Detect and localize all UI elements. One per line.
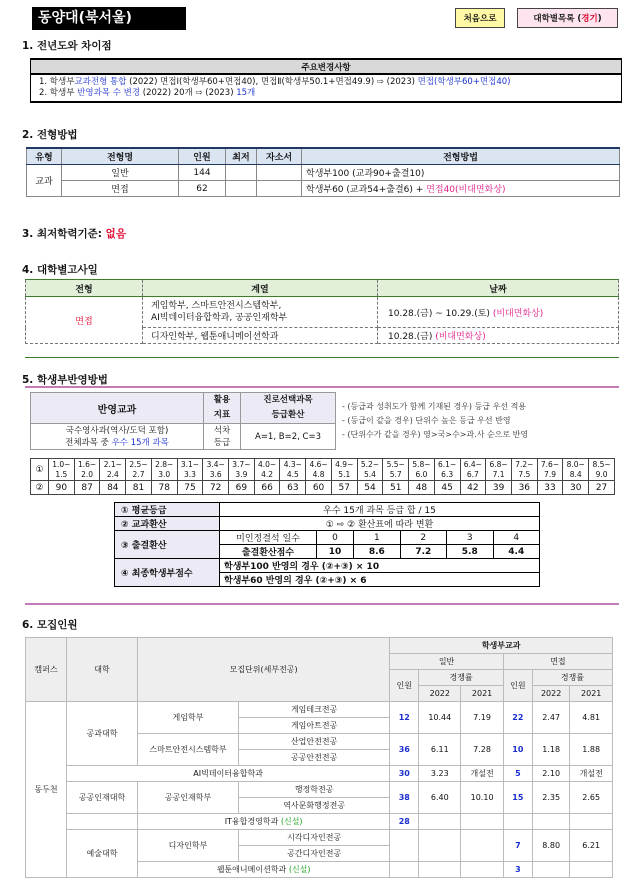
grade-score-cell: 87 — [74, 481, 100, 495]
interview-2022: 1.18 — [532, 734, 570, 766]
conv-val: 8.6 — [354, 545, 400, 559]
row-method: 학생부100 (교과90+출결10) — [302, 165, 620, 181]
col-track: 학생부교과 — [390, 638, 613, 654]
grade-conversion-table — [30, 458, 615, 495]
grade-range-cell: 2.1~ 2.4 — [100, 459, 126, 481]
major-cell: 게임테크전공 — [239, 702, 390, 718]
col-general: 일반 — [390, 654, 504, 670]
grade-range-cell: 8.5~ 9.0 — [589, 459, 615, 481]
col-rate: 경쟁률 — [532, 670, 612, 686]
minimum-value: 없음 — [105, 228, 126, 240]
major-cell: 역사문화행정전공 — [239, 798, 390, 814]
interview-count: 5 — [503, 766, 532, 782]
unit-cell: AI빅데이터융합학과 — [67, 766, 390, 782]
general-2022 — [419, 830, 461, 862]
record-notes: - (등급과 성취도가 함께 기재된 경우) 등급 우선 적용 - (등급이 같을 경우) 단위수 높은 등급 우선 반영 - (단위수가 같을 경우) 영>국>수>과.사 순으로 반영 — [342, 402, 529, 439]
major-cell: 산업안전전공 — [239, 734, 390, 750]
grade-score-cell: 66 — [254, 481, 280, 495]
general-count: 12 — [390, 702, 419, 734]
general-2021 — [461, 814, 504, 830]
college-cell — [67, 814, 138, 830]
conv-val: 4.4 — [493, 545, 540, 559]
section-heading-changes: 1. 전년도와 차이점 — [22, 40, 112, 52]
interview-count: 3 — [503, 862, 532, 878]
exam-date-table — [25, 279, 619, 344]
interview-count: 10 — [503, 734, 532, 766]
indicator-cell: 석차 등급 — [204, 424, 241, 450]
grade-score-cell: 75 — [177, 481, 203, 495]
grade-score-cell: 57 — [331, 481, 357, 495]
grade-score-cell: 33 — [537, 481, 563, 495]
subject-conv-value: ① ⇨ ② 환산표에 따라 변환 — [220, 517, 540, 531]
major-cell: 행정학전공 — [239, 782, 390, 798]
col-method: 전형방법 — [302, 148, 620, 165]
unit-cell: 디자인학부 — [138, 830, 239, 862]
interview-2021 — [570, 862, 613, 878]
final-score-b: 학생부60 반영의 경우 (②+③) × 6 — [220, 573, 540, 587]
college-cell: 공공인재대학 — [67, 782, 138, 814]
select-header: 진로선택과목 등급환산 — [241, 393, 336, 424]
general-count — [390, 830, 419, 862]
row-name: 일반 — [62, 165, 179, 181]
grade-score-cell: 45 — [434, 481, 460, 495]
col-min: 최저 — [226, 148, 257, 165]
general-count: 36 — [390, 734, 419, 766]
change-line-1: 1. 학생부교과전형 통합 (2022) 면접Ⅰ(학생부60+면접40), 면접Ⅱ(학생부50.1+면접49.9) ⇨ (2023) 면접(학생부60+면접40) — [39, 77, 511, 87]
grade-range-cell: 8.0~ 8.4 — [563, 459, 589, 481]
final-score-label: ④ 최종학생부점수 — [115, 559, 220, 587]
interview-2021: 1.88 — [570, 734, 613, 766]
grade-range-cell: 6.4~ 6.7 — [460, 459, 486, 481]
grade-score-cell: 48 — [409, 481, 435, 495]
grade-score-cell: 30 — [563, 481, 589, 495]
row-essay — [257, 165, 302, 181]
general-2021: 7.28 — [461, 734, 504, 766]
grade-range-cell: 4.3~ 4.5 — [280, 459, 306, 481]
grade-row-label: ① — [31, 459, 49, 481]
interview-2021 — [570, 814, 613, 830]
general-2022: 6.11 — [419, 734, 461, 766]
absence-val: 2 — [400, 531, 446, 545]
col-year: 2022 — [532, 686, 570, 702]
college-cell: 예술대학 — [67, 830, 138, 878]
col-year: 2021 — [461, 686, 504, 702]
score-row-label: ② — [31, 481, 49, 495]
avg-grade-value: 우수 15개 과목 등급 합 / 15 — [220, 503, 540, 517]
grade-score-cell: 39 — [486, 481, 512, 495]
general-count — [390, 862, 419, 878]
college-list-close: ) — [597, 14, 602, 24]
grade-range-cell: 4.6~ 4.8 — [306, 459, 332, 481]
unit-cell: 게임학부 — [138, 702, 239, 734]
grade-score-cell: 63 — [280, 481, 306, 495]
interview-2022 — [532, 862, 570, 878]
interview-2022: 8.80 — [532, 830, 570, 862]
col-date: 날짜 — [378, 280, 619, 297]
general-2021: 7.19 — [461, 702, 504, 734]
col-type: 유형 — [27, 148, 62, 165]
col-year: 2022 — [419, 686, 461, 702]
general-count: 28 — [390, 814, 419, 830]
major-cell: 시각디자인전공 — [239, 830, 390, 846]
conv-label: 출결환산점수 — [220, 545, 317, 559]
absence-val: 0 — [317, 531, 354, 545]
type-cell: 면접 — [26, 297, 143, 344]
major-cell: 게임아트전공 — [239, 718, 390, 734]
divider — [25, 386, 619, 388]
grade-score-cell: 72 — [203, 481, 229, 495]
conv-val: 7.2 — [400, 545, 446, 559]
campus-cell: 동두천 — [26, 702, 67, 878]
grade-range-cell: 5.2~ 5.4 — [357, 459, 383, 481]
col-interview: 면접 — [503, 654, 612, 670]
general-2021: 10.10 — [461, 782, 504, 814]
major-cell: 공간디자인전공 — [239, 846, 390, 862]
grade-score-cell: 54 — [357, 481, 383, 495]
general-2021 — [461, 830, 504, 862]
general-2022 — [419, 862, 461, 878]
col-year: 2021 — [570, 686, 613, 702]
grade-range-cell: 4.0~ 4.2 — [254, 459, 280, 481]
changes-body — [31, 74, 622, 102]
date-cell: 10.28.(금) ~ 10.29.(토) (비대면화상) — [378, 297, 619, 328]
home-button[interactable]: 처음으로 — [455, 8, 505, 28]
changes-header: 주요변경사항 — [31, 59, 622, 74]
grade-range-cell: 2.8~ 3.0 — [151, 459, 177, 481]
divider — [25, 603, 619, 605]
subject-header: 반영교과 — [31, 393, 204, 424]
type-cell: 교과 — [27, 165, 62, 197]
grade-score-cell: 81 — [126, 481, 152, 495]
grade-score-cell: 90 — [49, 481, 75, 495]
subject-cell: 국수영사과(역사/도덕 포함) 전체과목 중 우수 15개 과목 — [31, 424, 204, 450]
major-cell: 공공안전전공 — [239, 750, 390, 766]
row-count: 62 — [179, 181, 226, 197]
grade-score-cell: 42 — [460, 481, 486, 495]
interview-2022: 2.10 — [532, 766, 570, 782]
select-cell: A=1, B=2, C=3 — [241, 424, 336, 450]
interview-count — [503, 814, 532, 830]
grade-range-cell: 6.8~ 7.1 — [486, 459, 512, 481]
section-heading-recruit: 6. 모집인원 — [22, 619, 78, 631]
divider — [25, 357, 619, 358]
general-2022: 10.44 — [419, 702, 461, 734]
general-2021 — [461, 862, 504, 878]
col-count: 인원 — [390, 670, 419, 702]
col-essay: 자소서 — [257, 148, 302, 165]
interview-2021: 6.21 — [570, 830, 613, 862]
interview-2021: 4.81 — [570, 702, 613, 734]
grade-range-cell: 7.2~ 7.5 — [511, 459, 537, 481]
col-count: 인원 — [179, 148, 226, 165]
conv-val: 5.8 — [447, 545, 493, 559]
interview-2022: 2.47 — [532, 702, 570, 734]
grade-range-cell: 3.4~ 3.6 — [203, 459, 229, 481]
page-title: 동양대(북서울) — [32, 7, 186, 30]
general-count: 30 — [390, 766, 419, 782]
grade-range-cell: 5.5~ 5.7 — [383, 459, 409, 481]
grade-range-cell: 1.0~ 1.5 — [49, 459, 75, 481]
row-essay — [257, 181, 302, 197]
row-min — [226, 181, 257, 197]
col-unit: 모집단위(세부전공) — [138, 638, 390, 702]
absence-val: 3 — [447, 531, 493, 545]
general-2022: 6.40 — [419, 782, 461, 814]
field-cell: 게임학부, 스마트안전시스템학부, AI빅데이터융합학과, 공공인재학부 — [143, 297, 378, 328]
grade-score-cell: 78 — [151, 481, 177, 495]
grade-range-cell: 7.6~ 7.9 — [537, 459, 563, 481]
col-name: 전형명 — [62, 148, 179, 165]
grade-range-cell: 6.1~ 6.3 — [434, 459, 460, 481]
absence-val: 4 — [493, 531, 540, 545]
grade-score-cell: 36 — [511, 481, 537, 495]
grade-score-cell: 84 — [100, 481, 126, 495]
college-cell: 공과대학 — [67, 702, 138, 766]
field-cell: 디자인학부, 웹툰애니메이션학과 — [143, 328, 378, 344]
grade-score-cell: 27 — [589, 481, 615, 495]
section-heading-method: 2. 전형방법 — [22, 129, 78, 141]
col-count: 인원 — [503, 670, 532, 702]
unit-cell: IT융합경영학과 (신설) — [138, 814, 390, 830]
col-type: 전형 — [26, 280, 143, 297]
interview-2022: 2.35 — [532, 782, 570, 814]
row-count: 144 — [179, 165, 226, 181]
general-2021: 개설전 — [461, 766, 504, 782]
absence-val: 1 — [354, 531, 400, 545]
calc-table — [114, 502, 540, 587]
grade-score-cell: 60 — [306, 481, 332, 495]
interview-count: 22 — [503, 702, 532, 734]
col-rate: 경쟁률 — [419, 670, 504, 686]
avg-grade-label: ① 평균등급 — [115, 503, 220, 517]
grade-score-cell: 69 — [229, 481, 255, 495]
interview-2021: 2.65 — [570, 782, 613, 814]
region-label: 경기 — [581, 14, 598, 24]
row-method: 학생부60 (교과54+출결6) + 면접40(비대면화상) — [302, 181, 620, 197]
col-field: 계열 — [143, 280, 378, 297]
method-table — [26, 147, 620, 197]
grade-range-cell: 3.1~ 3.3 — [177, 459, 203, 481]
general-count: 38 — [390, 782, 419, 814]
unit-cell: 스마트안전시스템학부 — [138, 734, 239, 766]
grade-range-cell: 2.5~ 2.7 — [126, 459, 152, 481]
indicator-header: 활용 지표 — [204, 393, 241, 424]
grade-range-cell: 4.9~ 5.1 — [331, 459, 357, 481]
grade-range-cell: 3.7~ 3.9 — [229, 459, 255, 481]
section-heading-minimum: 3. 최저학력기준: 없음 — [22, 228, 126, 240]
section-heading-exam-date: 4. 대학별고사일 — [22, 264, 98, 276]
grade-range-cell: 5.8~ 6.0 — [409, 459, 435, 481]
unit-cell: 웹툰애니메이션학과 (신설) — [138, 862, 390, 878]
interview-count: 15 — [503, 782, 532, 814]
col-college: 대학 — [67, 638, 138, 702]
row-name: 면접 — [62, 181, 179, 197]
subject-conv-label: ② 교과환산 — [115, 517, 220, 531]
grade-score-cell: 51 — [383, 481, 409, 495]
absence-label: 미인정결석 일수 — [220, 531, 317, 545]
row-min — [226, 165, 257, 181]
recruit-table — [25, 637, 613, 878]
college-list-button[interactable] — [517, 8, 618, 28]
change-line-2: 2. 학생부 반영과목 수 변경 (2022) 20개 ⇨ (2023) 15개 — [39, 88, 256, 98]
interview-count: 7 — [503, 830, 532, 862]
attendance-label: ③ 출결환산 — [115, 531, 220, 559]
final-score-a: 학생부100 반영의 경우 (②+③) × 10 — [220, 559, 540, 573]
conv-val: 10 — [317, 545, 354, 559]
interview-2021: 개설전 — [570, 766, 613, 782]
grade-range-cell: 1.6~ 2.0 — [74, 459, 100, 481]
changes-table — [30, 58, 622, 103]
college-list-label: 대학별목록 ( — [533, 14, 582, 24]
section-heading-record: 5. 학생부반영방법 — [22, 374, 108, 386]
interview-2022 — [532, 814, 570, 830]
record-table — [30, 392, 608, 450]
general-2022: 3.23 — [419, 766, 461, 782]
col-campus: 캠퍼스 — [26, 638, 67, 702]
unit-cell: 공공인재학부 — [138, 782, 239, 814]
general-2022 — [419, 814, 461, 830]
date-cell: 10.28.(금) (비대면화상) — [378, 328, 619, 344]
